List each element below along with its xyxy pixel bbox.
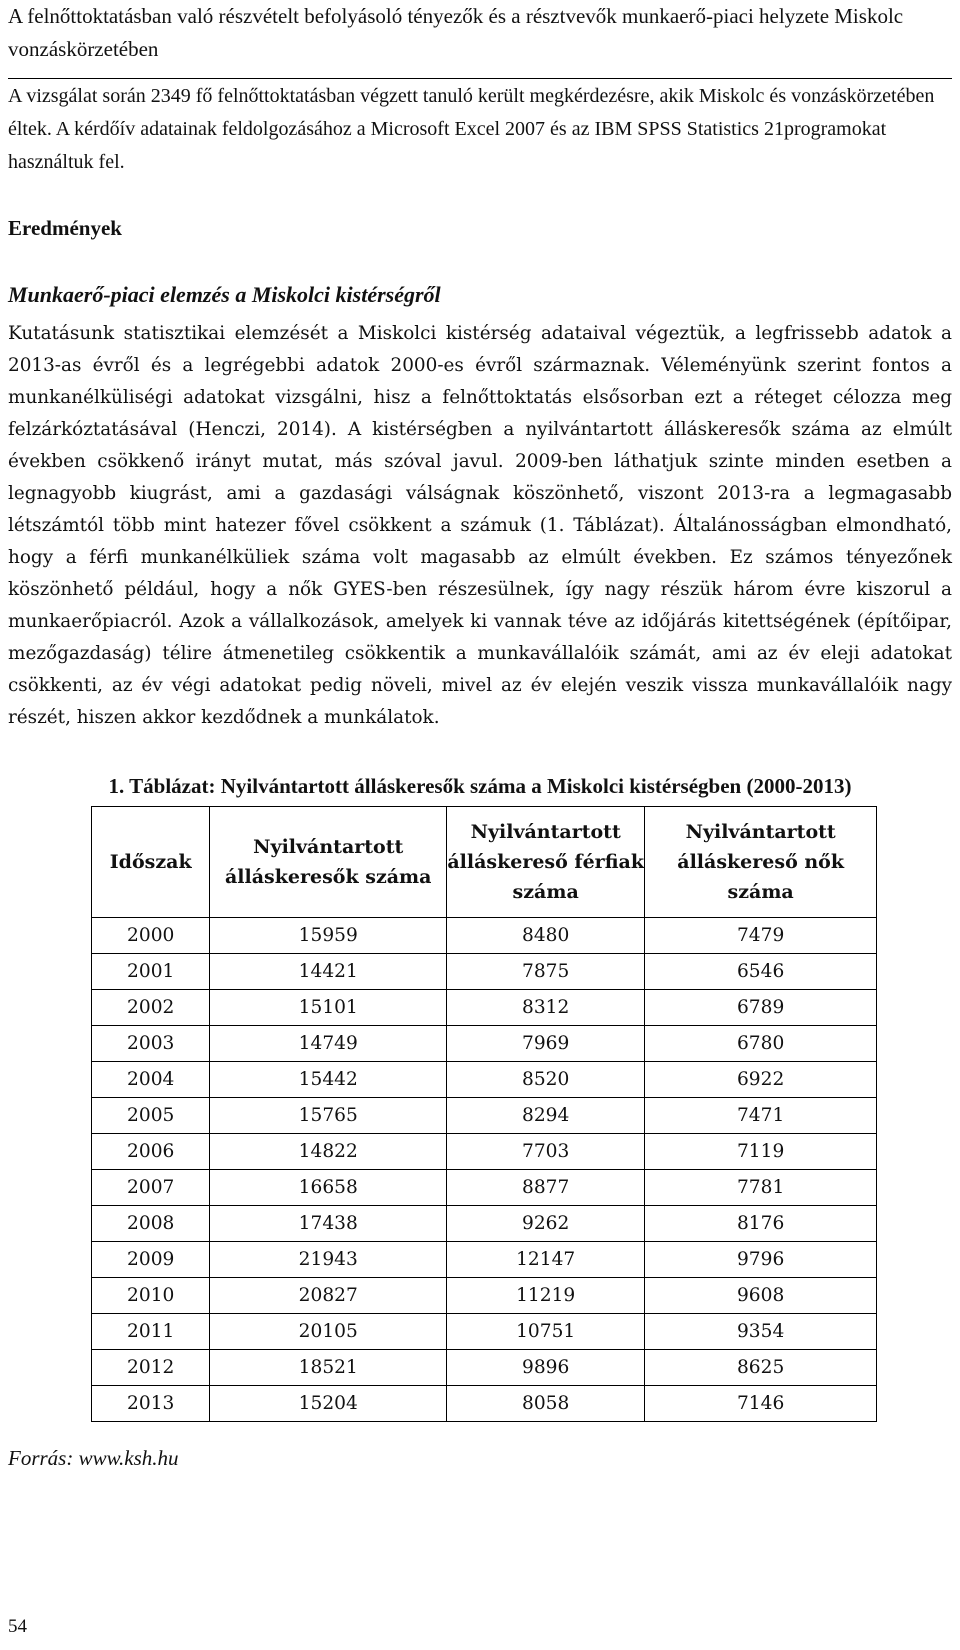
cell-women: 7119 bbox=[645, 1134, 877, 1170]
header-women: Nyilvántartott álláskereső nők száma bbox=[645, 807, 877, 918]
table-row bbox=[92, 954, 877, 990]
cell-men: 8520 bbox=[447, 1062, 645, 1098]
table-row bbox=[92, 1098, 877, 1134]
section-subheading: Munkaerő-piaci elemzés a Miskolci kistérségről bbox=[8, 282, 441, 307]
cell-women: 9608 bbox=[645, 1278, 877, 1314]
cell-year: 2002 bbox=[92, 990, 210, 1026]
cell-women: 7471 bbox=[645, 1098, 877, 1134]
cell-women: 6546 bbox=[645, 954, 877, 990]
cell-men: 12147 bbox=[447, 1242, 645, 1278]
cell-year: 2005 bbox=[92, 1098, 210, 1134]
header-men: Nyilvántartott álláskereső férfiak száma bbox=[447, 807, 645, 918]
table-row bbox=[92, 1242, 877, 1278]
cell-women: 9796 bbox=[645, 1242, 877, 1278]
cell-total: 15442 bbox=[210, 1062, 447, 1098]
cell-women: 8176 bbox=[645, 1206, 877, 1242]
cell-total: 14749 bbox=[210, 1026, 447, 1062]
cell-men: 8058 bbox=[447, 1386, 645, 1422]
cell-men: 8294 bbox=[447, 1098, 645, 1134]
cell-women: 8625 bbox=[645, 1350, 877, 1386]
cell-year: 2007 bbox=[92, 1170, 210, 1206]
table-row bbox=[92, 990, 877, 1026]
cell-year: 2009 bbox=[92, 1242, 210, 1278]
table-row bbox=[92, 1026, 877, 1062]
table-body bbox=[92, 918, 877, 1422]
table-row bbox=[92, 918, 877, 954]
cell-year: 2003 bbox=[92, 1026, 210, 1062]
cell-total: 14421 bbox=[210, 954, 447, 990]
header-period: Időszak bbox=[92, 807, 210, 918]
cell-year: 2001 bbox=[92, 954, 210, 990]
results-heading: Eredmények bbox=[8, 216, 122, 240]
table-row bbox=[92, 1134, 877, 1170]
document-page bbox=[8, 0, 952, 1637]
table-row bbox=[92, 1278, 877, 1314]
cell-men: 8312 bbox=[447, 990, 645, 1026]
cell-men: 7969 bbox=[447, 1026, 645, 1062]
table-row bbox=[92, 1314, 877, 1350]
cell-year: 2000 bbox=[92, 918, 210, 954]
body-paragraph: Kutatásunk statisztikai elemzését a Miskolci kistérség adataival végeztük, a legfrissebb adatok a 2013-as évről és a legrégebbi adatok 2000-es évről származnak. Véleményünk szerint fontos a munkanélküliségi adatokat vizsgálni, hisz a felnőttoktatás elsősorban ezt a réteget célozza meg felzárkóztatásával (Henczi, 2014). A kistérségben a nyilvántartott álláskeresők száma az elmúlt években csökkenő irányt mutat, más szóval javul. 2009-ben láthatjuk szinte minden esetben a legnagyobb kiugrást, ami a gazdasági válságnak köszönhető, viszont 2013-ra a legmagasabb létszámtól több mint hatezer fővel csökkent a számuk (1. Táblázat). Általánosságban elmondható, hogy a férfi munkanélküliek száma volt magasabb az elmúlt években. Ez számos tényezőnek köszönhető például, hogy a nők GYES-ben részesülnek, így nagy részük három évre kiszorul a munkaerőpiacról. Azok a vállalkozások, amelyek ki vannak téve az időjárás kitettségének (építőipar, mezőgazdaság) télire átmenetileg csökkentik a munkavállalóik számát, ami az év eleji adatokat csökkenti, az év végi adatokat pedig növeli, mivel az év elején veszik vissza munkavállalóik nagy részét, hiszen akkor kezdődnek a munkálatok. bbox=[8, 323, 952, 728]
cell-year: 2008 bbox=[92, 1206, 210, 1242]
cell-year: 2010 bbox=[92, 1278, 210, 1314]
table-row bbox=[92, 1206, 877, 1242]
cell-year: 2006 bbox=[92, 1134, 210, 1170]
table-row bbox=[92, 1170, 877, 1206]
cell-total: 21943 bbox=[210, 1242, 447, 1278]
cell-women: 6789 bbox=[645, 990, 877, 1026]
running-header: A felnőttoktatásban való részvételt befolyásoló tényezők és a résztvevők munkaerő-piaci helyzete Miskolc vonzáskörzetében bbox=[8, 0, 952, 79]
cell-women: 7146 bbox=[645, 1386, 877, 1422]
cell-total: 15765 bbox=[210, 1098, 447, 1134]
cell-men: 9896 bbox=[447, 1350, 645, 1386]
intro-paragraph: A vizsgálat során 2349 fő felnőttoktatásban végzett tanuló került megkérdezésre, akik Miskolc és vonzáskörzetében éltek. A kérdőív adatainak feldolgozásához a Microsoft Excel 2007 és az IBM SPSS Statistics 21programokat használtuk fel. bbox=[8, 85, 935, 173]
cell-total: 18521 bbox=[210, 1350, 447, 1386]
cell-total: 15204 bbox=[210, 1386, 447, 1422]
cell-total: 14822 bbox=[210, 1134, 447, 1170]
cell-men: 8877 bbox=[447, 1170, 645, 1206]
table-row bbox=[92, 1386, 877, 1422]
table-title: 1. Táblázat: Nyilvántartott álláskeresők száma a Miskolci kistérségben (2000-2013) bbox=[108, 774, 852, 798]
cell-total: 20827 bbox=[210, 1278, 447, 1314]
cell-total: 15101 bbox=[210, 990, 447, 1026]
cell-men: 7875 bbox=[447, 954, 645, 990]
cell-men: 7703 bbox=[447, 1134, 645, 1170]
cell-women: 6780 bbox=[645, 1026, 877, 1062]
cell-year: 2012 bbox=[92, 1350, 210, 1386]
cell-women: 6922 bbox=[645, 1062, 877, 1098]
cell-women: 9354 bbox=[645, 1314, 877, 1350]
table-row bbox=[92, 1350, 877, 1386]
cell-total: 17438 bbox=[210, 1206, 447, 1242]
header-total: Nyilvántartott álláskeresők száma bbox=[210, 807, 447, 918]
source-note: Forrás: www.ksh.hu bbox=[8, 1446, 179, 1470]
cell-men: 9262 bbox=[447, 1206, 645, 1242]
cell-total: 16658 bbox=[210, 1170, 447, 1206]
jobseekers-table bbox=[91, 806, 877, 1422]
cell-men: 8480 bbox=[447, 918, 645, 954]
page-number: 54 bbox=[8, 1616, 27, 1637]
cell-men: 11219 bbox=[447, 1278, 645, 1314]
cell-year: 2013 bbox=[92, 1386, 210, 1422]
cell-total: 15959 bbox=[210, 918, 447, 954]
cell-men: 10751 bbox=[447, 1314, 645, 1350]
table-header-row bbox=[92, 807, 877, 918]
table-row bbox=[92, 1062, 877, 1098]
cell-total: 20105 bbox=[210, 1314, 447, 1350]
cell-women: 7781 bbox=[645, 1170, 877, 1206]
cell-year: 2004 bbox=[92, 1062, 210, 1098]
cell-year: 2011 bbox=[92, 1314, 210, 1350]
cell-women: 7479 bbox=[645, 918, 877, 954]
